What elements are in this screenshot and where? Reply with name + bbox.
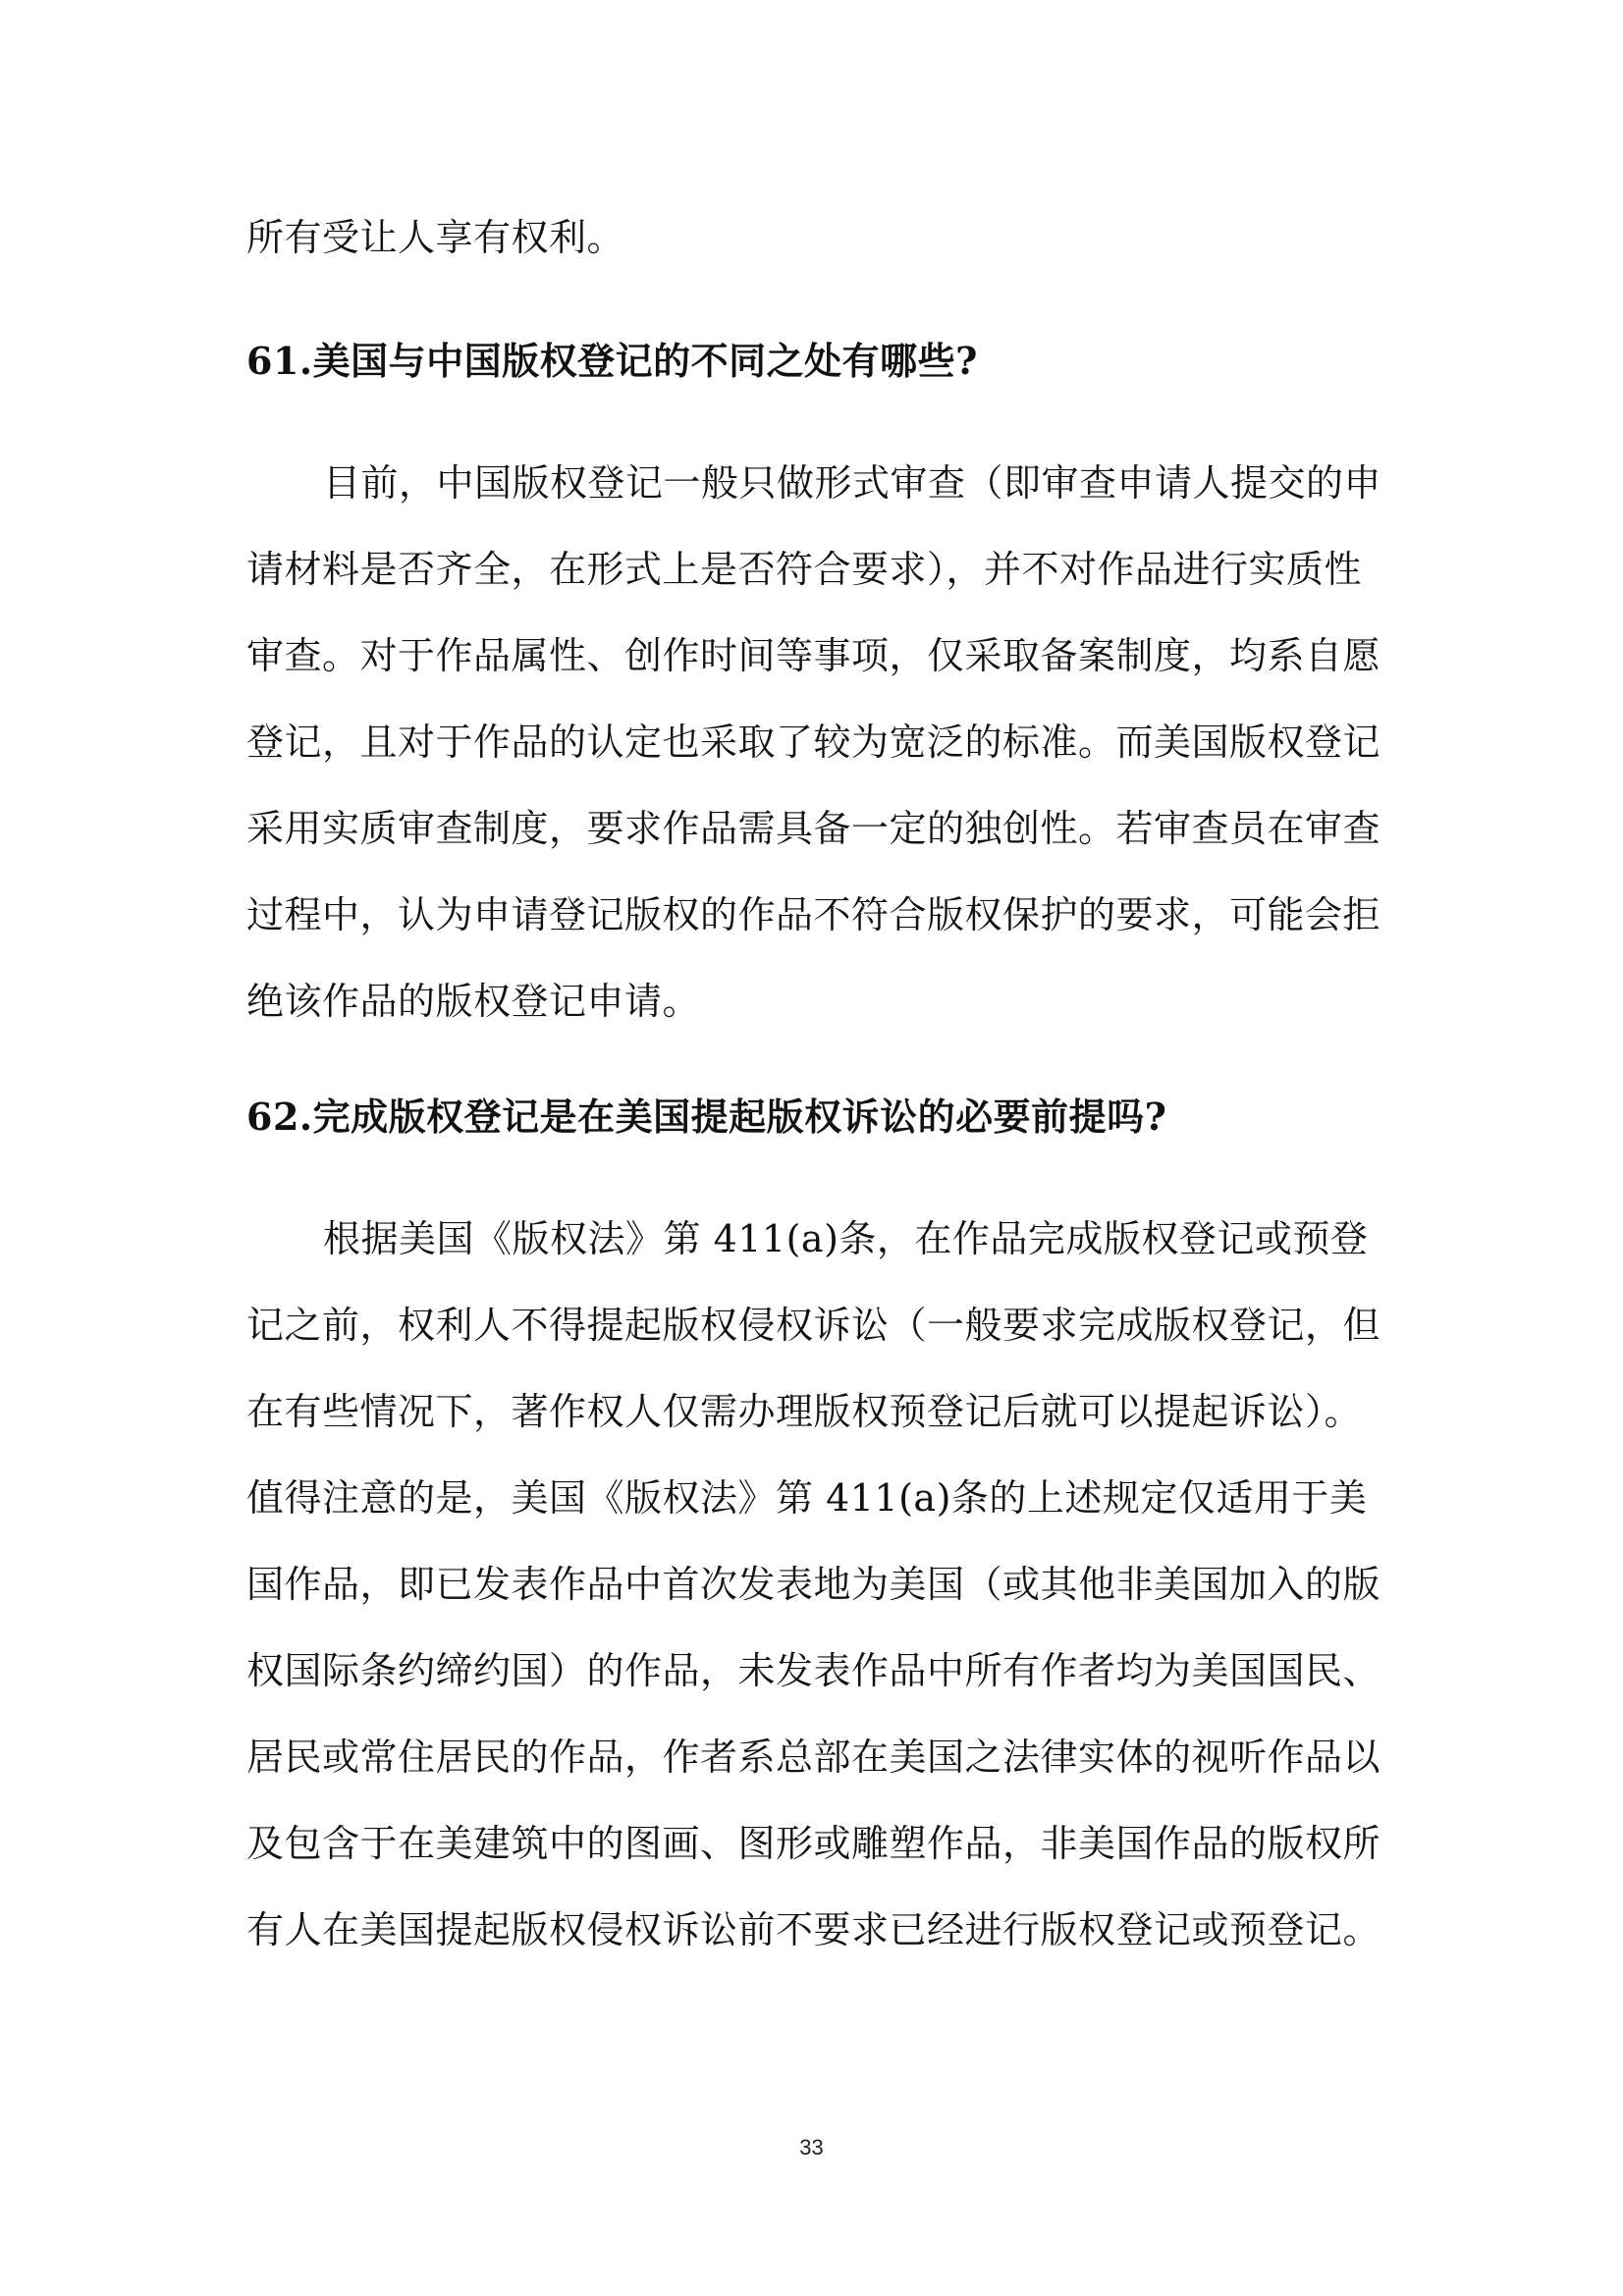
paragraph-line: 值得注意的是，美国《版权法》第 411(a)条的上述规定仅适用于美 [246,1476,1368,1520]
paragraph-line: 请材料是否齐全，在形式上是否符合要求），并不对作品进行实质性 [246,548,1363,591]
paragraph-line: 根据美国《版权法》第 411(a)条，在作品完成版权登记或预登 [323,1217,1369,1260]
paragraph-line: 登记，且对于作品的认定也采取了较为宽泛的标准。而美国版权登记 [246,721,1381,764]
section-62-heading: 62.完成版权登记是在美国提起版权诉讼的必要前提吗? [246,1095,1167,1139]
page-number: 33 [799,2135,824,2160]
paragraph-line: 采用实质审查制度，要求作品需具备一定的独创性。若审查员在审查 [246,807,1381,850]
paragraph-line: 居民或常住居民的作品，作者系总部在美国之法律实体的视听作品以 [246,1735,1381,1779]
paragraph-line: 审查。对于作品属性、创作时间等事项，仅采取备案制度，均系自愿 [246,634,1381,677]
paragraph-line: 目前，中国版权登记一般只做形式审查（即审查申请人提交的申 [323,461,1382,505]
paragraph-line: 权国际条约缔约国）的作品，未发表作品中所有作者均为美国国民、 [246,1649,1381,1692]
continuation-text: 所有受让人享有权利。 [246,216,625,259]
paragraph-line: 绝该作品的版权登记申请。 [246,980,701,1023]
paragraph-line: 记之前，权利人不得提起版权侵权诉讼（一般要求完成版权登记，但 [246,1304,1381,1347]
paragraph-line: 国作品，即已发表作品中首次发表地为美国（或其他非美国加入的版 [246,1563,1381,1606]
paragraph-line: 及包含于在美建筑中的图画、图形或雕塑作品，非美国作品的版权所 [246,1822,1381,1865]
paragraph-line: 在有些情况下，著作权人仅需办理版权预登记后就可以提起诉讼）。 [246,1390,1363,1433]
section-61-heading: 61.美国与中国版权登记的不同之处有哪些? [246,339,978,383]
paragraph-line: 有人在美国提起版权侵权诉讼前不要求已经进行版权登记或预登记。 [246,1908,1381,1951]
paragraph-line: 过程中，认为申请登记版权的作品不符合版权保护的要求，可能会拒 [246,893,1381,936]
